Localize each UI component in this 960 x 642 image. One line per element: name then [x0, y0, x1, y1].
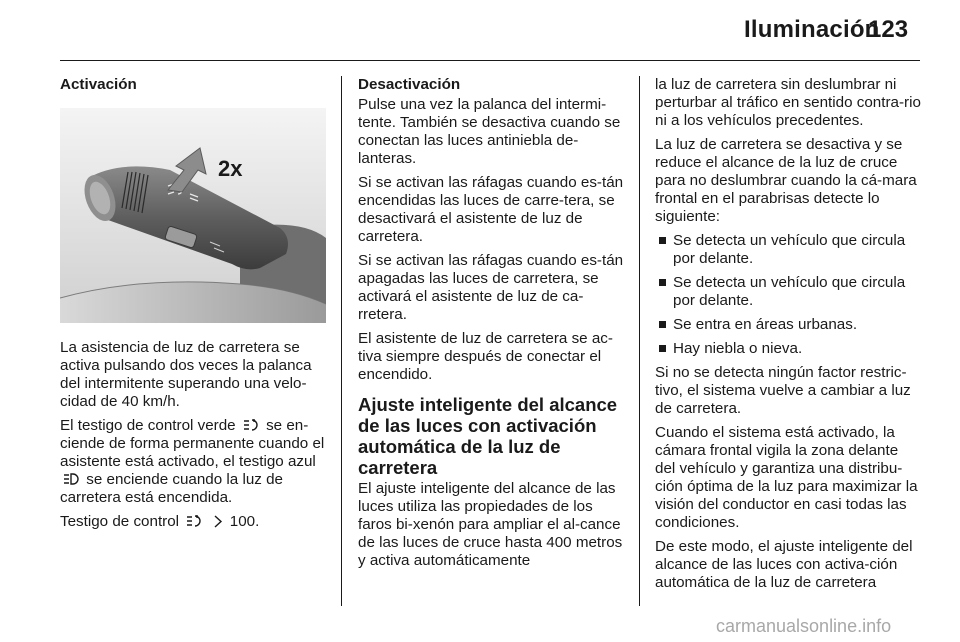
paragraph: El testigo de control verde se en-ciende de forma permanente cuando el asistente está activado, el testigo azul se enciende cuando la luz de carretera está encendida.	[60, 417, 325, 506]
paragraph: Si se activan las ráfagas cuando es-tán apagadas las luces de carretera, se activará el asistente de luz de ca-rretera.	[358, 252, 624, 323]
page-header	[0, 0, 960, 62]
figure-label-2x: 2x	[218, 156, 243, 181]
page-number: 123	[868, 16, 909, 43]
paragraph: La asistencia de luz de carretera se activa pulsando dos veces la palanca del intermitente superando una velo-cidad de 40 km/h.	[60, 339, 312, 410]
paragraph: Testigo de control 100.	[60, 513, 260, 530]
heading-intelligent-lighting: Ajuste inteligente del alcance de las luces con activación automática de la luz de carretera	[358, 394, 618, 478]
column-divider	[639, 76, 640, 606]
auto-high-beam-icon	[243, 418, 259, 432]
column-right	[655, 76, 921, 598]
bullet-square-icon	[659, 345, 666, 352]
bullet-square-icon	[659, 279, 666, 286]
column-left	[60, 76, 326, 537]
watermark: carmanualsonline.info	[716, 616, 892, 636]
heading-deactivation: Desactivación	[358, 76, 461, 93]
auto-high-beam-icon	[186, 514, 202, 528]
list-item: Hay niebla o nieva.	[655, 340, 921, 358]
bullet-square-icon	[659, 321, 666, 328]
column-divider	[341, 76, 342, 606]
list-item: Se detecta un vehículo que circula por delante.	[655, 274, 921, 310]
list-item: Se detecta un vehículo que circula por delante.	[655, 232, 921, 268]
high-beam-icon	[63, 472, 79, 486]
paragraph: La luz de carretera se desactiva y se reduce el alcance de la luz de cruce para no deslumbrar cuando la cá-mara frontal en el parabrisas detecte lo siguiente:	[655, 136, 917, 225]
column-middle	[358, 76, 624, 576]
section-title: Iluminación	[744, 16, 880, 43]
paragraph: El asistente de luz de carretera se ac-tiva siempre después de conectar el encendido.	[358, 330, 613, 383]
page-reference-icon	[213, 515, 223, 528]
heading-activation: Activación	[60, 76, 137, 93]
paragraph: De este modo, el ajuste inteligente del alcance de las luces con activa-ción automática de la luz de carretera	[655, 538, 913, 591]
header-rule	[60, 60, 920, 61]
list-item: Se entra en áreas urbanas.	[655, 316, 921, 334]
paragraph: Si no se detecta ningún factor restric-tivo, el sistema vuelve a cambiar a luz de carretera.	[655, 364, 911, 417]
paragraph: Cuando el sistema está activado, la cámara frontal vigila la zona delante del vehículo y garantiza una distribu-ción óptima de la luz para maximizar la visión del conductor en casi todas las condiciones.	[655, 424, 918, 531]
paragraph: la luz de carretera sin deslumbrar ni perturbar al tráfico en sentido contra-rio ni a los vehículos precedentes.	[655, 76, 921, 129]
paragraph: Si se activan las ráfagas cuando es-tán encendidas las luces de carre-tera, se desactivará el asistente de luz de carretera.	[358, 174, 624, 245]
bullet-square-icon	[659, 237, 666, 244]
indicator-stalk-illustration	[60, 108, 326, 323]
paragraph: Pulse una vez la palanca del intermi-tente. También se desactiva cuando se conectan las luces antiniebla de-lanteras.	[358, 96, 621, 167]
condition-list	[655, 232, 921, 358]
paragraph: El ajuste inteligente del alcance de las luces utiliza las propiedades de los faros bi-xenón para ampliar el al-cance de las luces de cruce hasta 400 metros y activa automáticamente	[358, 480, 623, 569]
